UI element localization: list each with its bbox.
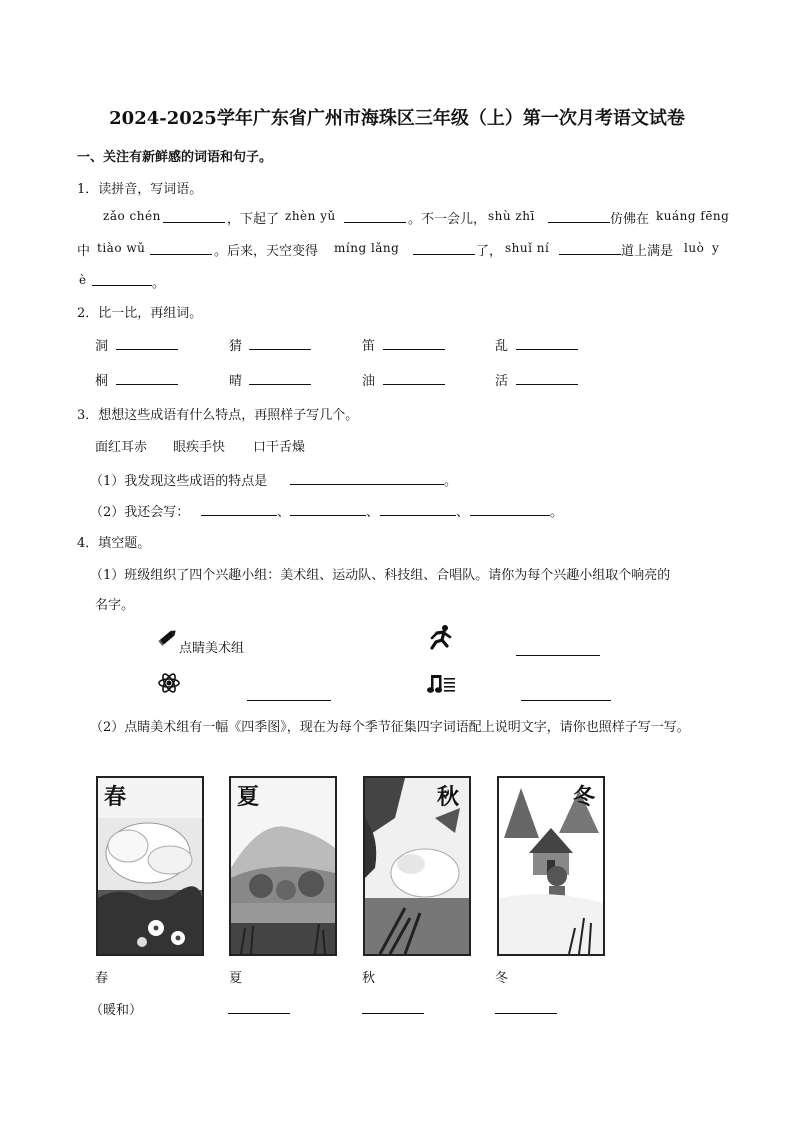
season-label: 冬 — [573, 784, 596, 810]
answer-blank[interactable] — [290, 484, 444, 485]
answer-blank[interactable] — [249, 349, 311, 350]
pinyin-shuzhi: shù zhī — [488, 209, 535, 223]
q1-text: 了， — [476, 244, 503, 259]
pinyin-shuini: shuǐ ní — [505, 241, 550, 255]
season-caption: 冬 — [495, 971, 509, 986]
answer-blank[interactable] — [116, 349, 178, 350]
q3-sub1: （1）我发现这些成语的特点是 — [90, 474, 268, 489]
answer-blank[interactable] — [362, 1013, 424, 1014]
idiom: 面红耳赤 — [95, 440, 148, 455]
answer-blank[interactable] — [201, 515, 277, 516]
pinyin-zaochen: zǎo chén — [103, 209, 161, 223]
question-2-label: 2．比一比，再组词。 — [77, 306, 203, 321]
answer-blank[interactable] — [495, 1013, 557, 1014]
answer-blank[interactable] — [92, 285, 152, 286]
char-item: 桐 — [95, 374, 109, 389]
season-label: 秋 — [437, 784, 460, 810]
answer-blank[interactable] — [163, 222, 225, 223]
page-title: 2024-2025学年广东省广州市海珠区三年级（上）第一次月考语文试卷 — [109, 108, 685, 129]
char-item: 油 — [362, 374, 376, 389]
idiom: 眼疾手快 — [173, 440, 226, 455]
answer-blank[interactable] — [470, 515, 550, 516]
answer-blank[interactable] — [380, 515, 456, 516]
q3-sub2-end: 。 — [550, 505, 564, 520]
pinyin-zhenyu: zhèn yǔ — [285, 209, 336, 223]
separator: 、 — [277, 505, 291, 520]
q3-sub1-end: 。 — [444, 474, 458, 489]
season-caption: 秋 — [362, 971, 376, 986]
pinyin-tiaowu: tiào wǔ — [97, 241, 146, 255]
q3-sub2: （2）我还会写： — [90, 505, 190, 520]
q1-text: 。 — [152, 276, 166, 291]
season-label: 夏 — [237, 784, 260, 810]
summer-picture — [229, 776, 337, 956]
q1-text: 仿佛在 — [610, 212, 650, 227]
answer-blank[interactable] — [290, 515, 366, 516]
winter-picture — [497, 776, 605, 956]
separator: 、 — [456, 505, 470, 520]
question-3-label: 3．想想这些成语有什么特点，再照样子写几个。 — [77, 408, 359, 423]
section-heading: 一、关注有新鲜感的词语和句子。 — [77, 150, 273, 165]
season-label: 春 — [104, 784, 127, 810]
q4-sub1: （1）班级组织了四个兴趣小组：美术组、运动队、科技组、合唱队。请你为每个兴趣小组取个响亮的 — [90, 568, 671, 583]
char-item: 活 — [495, 374, 509, 389]
q4-sub1-cont: 名字。 — [95, 598, 135, 613]
pinyin-minglang: míng lǎng — [334, 241, 400, 255]
q1-text: 。不一会儿， — [408, 212, 487, 227]
atom-icon — [157, 671, 181, 695]
char-item: 猜 — [229, 339, 243, 354]
pinyin-kuangfeng: kuáng fēng — [656, 209, 730, 223]
answer-blank[interactable] — [548, 222, 610, 223]
question-4-label: 4．填空题。 — [77, 536, 151, 551]
q1-text: 中 — [77, 244, 91, 259]
answer-blank[interactable] — [150, 254, 212, 255]
example-answer: （暖和） — [90, 1003, 143, 1018]
running-man-icon — [427, 624, 453, 650]
answer-blank[interactable] — [383, 384, 445, 385]
season-caption: 春 — [95, 971, 109, 986]
answer-blank[interactable] — [383, 349, 445, 350]
answer-blank[interactable] — [116, 384, 178, 385]
char-item: 晴 — [229, 374, 243, 389]
answer-blank[interactable] — [228, 1013, 290, 1014]
pinyin-luoye-part: luò — [684, 241, 705, 255]
music-notes-icon — [427, 673, 457, 695]
q1-text: 。后来，天空变得 — [214, 244, 319, 259]
q1-text: ，下起了 — [227, 212, 280, 227]
answer-blank[interactable] — [516, 384, 578, 385]
answer-blank[interactable] — [344, 222, 406, 223]
answer-blank[interactable] — [249, 384, 311, 385]
answer-blank[interactable] — [247, 700, 331, 701]
answer-blank[interactable] — [521, 700, 611, 701]
example-group-name: 点睛美术组 — [179, 641, 245, 656]
char-item: 笛 — [362, 339, 376, 354]
pinyin-luoye-part: è — [79, 273, 87, 287]
answer-blank[interactable] — [413, 254, 475, 255]
autumn-picture — [363, 776, 471, 956]
season-caption: 夏 — [229, 971, 243, 986]
question-1-label: 1．读拼音，写词语。 — [77, 182, 203, 197]
separator: 、 — [366, 505, 380, 520]
answer-blank[interactable] — [559, 254, 621, 255]
char-item: 乱 — [495, 339, 509, 354]
q4-sub2: （2）点睛美术组有一幅《四季图》，现在为每个季节征集四字词语配上说明文字，请你也照样子写一写。 — [90, 720, 690, 735]
spring-picture — [96, 776, 204, 956]
answer-blank[interactable] — [516, 655, 600, 656]
idiom: 口干舌燥 — [253, 440, 306, 455]
q1-text: 道上满是 — [621, 244, 674, 259]
char-item: 洞 — [95, 339, 109, 354]
pencil-icon — [157, 627, 179, 647]
pinyin-luoye-part: y — [712, 241, 720, 255]
answer-blank[interactable] — [516, 349, 578, 350]
